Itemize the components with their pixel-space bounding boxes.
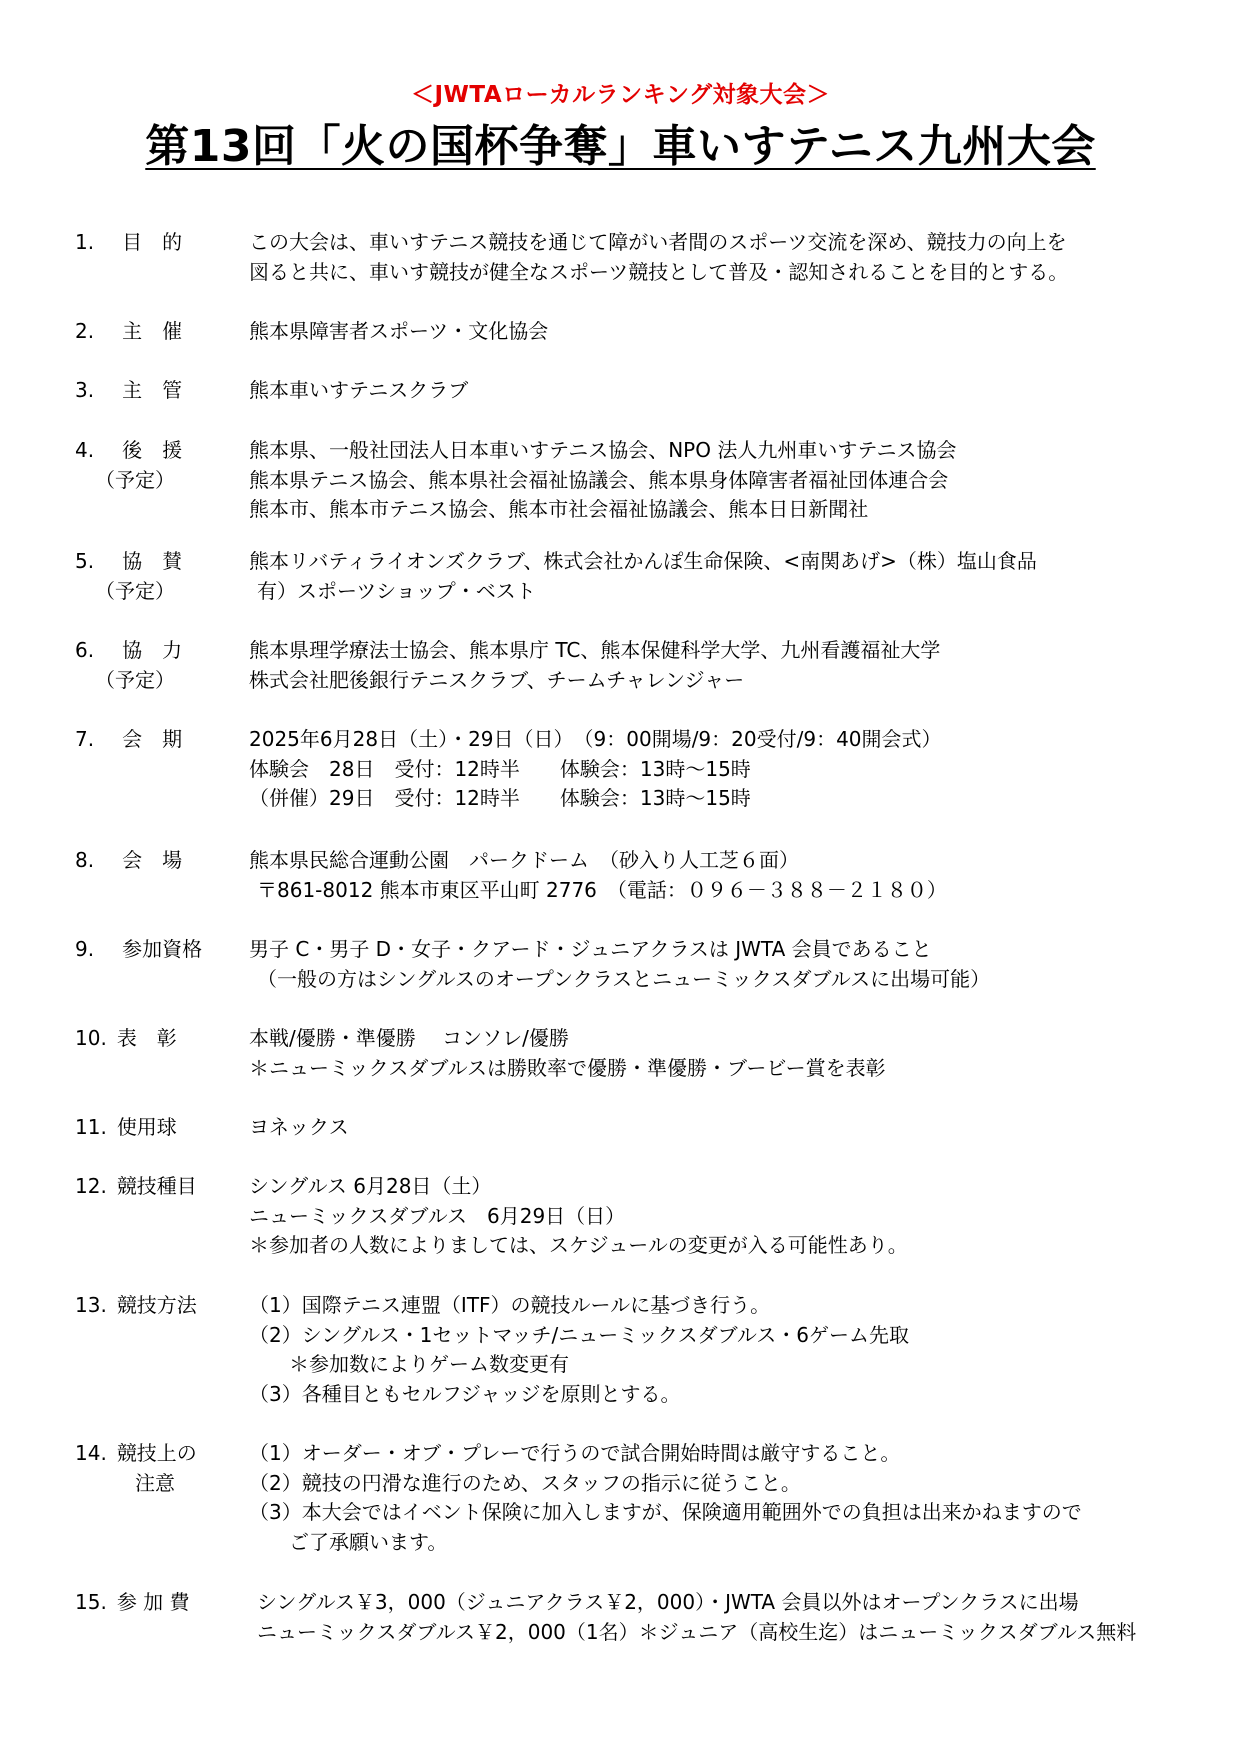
content-line: （1）国際テニス連盟（ITF）の競技ルールに基づき行う。	[249, 1293, 771, 1317]
item-number-label	[75, 846, 245, 876]
item-number: 2.	[75, 319, 95, 343]
item-label	[75, 1291, 245, 1321]
item-number: 12.	[75, 1174, 107, 1198]
item-number-label	[75, 317, 245, 347]
item-label	[75, 1024, 245, 1054]
item-content	[249, 1172, 1179, 1261]
content-line: ＊参加者の人数によりましては、スケジュールの変更が入る可能性あり。	[249, 1233, 908, 1257]
item-number-label	[75, 436, 245, 466]
item-content	[249, 935, 1179, 994]
item-number: 13.	[75, 1293, 107, 1317]
item-label-text: 参加資格	[122, 937, 203, 961]
item-label	[75, 376, 245, 406]
item-content	[249, 725, 1179, 814]
item-number-label	[75, 1291, 245, 1321]
item-number-label	[75, 1588, 245, 1618]
item-number: 9.	[75, 937, 95, 961]
item-label-continued: 注意	[135, 1470, 175, 1495]
item-number: 5.	[75, 549, 95, 573]
item-number-label	[75, 1024, 245, 1054]
item-content	[249, 436, 1179, 525]
content-line: 熊本県テニス協会、熊本県社会福祉協議会、熊本県身体障害者福祉団体連合会	[249, 467, 949, 492]
content-line: 熊本県民総合運動公園 パークドーム （砂入り人工芝６面）	[249, 848, 799, 872]
content-line: （1）オーダー・オブ・プレーで行うので試合開始時間は厳守すること。	[249, 1441, 901, 1465]
content-line: ニューミックスダブルス￥2，000（1名）＊ジュニア（高校生迄）はニューミックスダブルス無料	[257, 1619, 1137, 1644]
content-line: シングルス 6月28日（土）	[249, 1174, 492, 1198]
content-line: 熊本車いすテニスクラブ	[249, 378, 469, 402]
content-line: 〒861-8012 熊本市東区平山町 2776 （電話：０９６－３８８－２１８０）	[257, 877, 947, 902]
content-line: この大会は、車いすテニス競技を通じて障がい者間のスポーツ交流を深め、競技力の向上を	[249, 230, 1067, 254]
ranking-subtitle: ＜JWTAローカルランキング対象大会＞	[411, 82, 830, 108]
item-number-label	[75, 935, 245, 965]
item-label	[75, 1588, 245, 1618]
item-content	[249, 636, 1179, 695]
item-label	[75, 636, 245, 695]
item-content	[249, 376, 1179, 406]
item-label	[75, 547, 245, 606]
item-number-label	[75, 1439, 245, 1469]
item-number: 7.	[75, 727, 95, 751]
item-label-text: 競技方法	[116, 1293, 197, 1317]
item-number-label	[75, 1172, 245, 1202]
item-number-label	[75, 547, 245, 577]
item-label-text: 競技種目	[116, 1174, 197, 1198]
content-line: 2025年6月28日（土）・29日（日） （9：00開場/9：20受付/9：40開会式）	[249, 727, 942, 751]
item-label	[75, 228, 245, 258]
content-line: （2）競技の円滑な進行のため、スタッフの指示に従うこと。	[249, 1470, 801, 1495]
item-label-text: 目 的	[122, 230, 183, 254]
content-line: （3）各種目ともセルフジャッジを原則とする。	[249, 1381, 681, 1406]
item-content	[249, 1024, 1179, 1083]
content-line: 図ると共に、車いす競技が健全なスポーツ競技として普及・認知されることを目的とする。	[249, 259, 1069, 284]
item-number-label	[75, 636, 245, 666]
item-number: 4.	[75, 438, 95, 462]
content-line: 熊本リバティライオンズクラブ、株式会社かんぽ生命保険、<南関あげ>（株）塩山食品	[249, 549, 1037, 573]
item-number: 3.	[75, 378, 95, 402]
item-number: 10.	[75, 1026, 107, 1050]
content-line: 株式会社肥後銀行テニスクラブ、チームチャレンジャー	[249, 667, 745, 692]
item-number: 6.	[75, 638, 95, 662]
item-label-text: 協 賛	[122, 549, 183, 573]
content-line: 男子 C・男子 D・女子・クアード・ジュニアクラスは JWTA 会員であること	[249, 937, 932, 961]
item-number-label	[75, 376, 245, 406]
item-label-text: 後 援	[122, 438, 183, 462]
content-line: （3）本大会ではイベント保険に加入しますが、保険適用範囲外での負担は出来かねますので	[249, 1500, 1082, 1524]
content-line: ＊参加数によりゲーム数変更有	[249, 1352, 569, 1376]
item-number: 1.	[75, 230, 95, 254]
content-line: （一般の方はシングルスのオープンクラスとニューミックスダブルスに出場可能）	[257, 966, 991, 991]
item-content	[249, 547, 1179, 606]
item-label-note: （予定）	[95, 578, 175, 603]
item-label-text: 表 彰	[116, 1026, 177, 1050]
item-label	[75, 935, 245, 965]
item-number: 11.	[75, 1115, 107, 1139]
content-line: シングルス￥3，000（ジュニアクラス￥2，000）・JWTA 会員以外はオープンクラスに出場	[257, 1590, 1079, 1614]
item-label	[75, 1172, 245, 1202]
content-line: 有）スポーツショップ・ベスト	[257, 578, 536, 603]
item-content	[249, 228, 1179, 287]
item-label	[75, 1439, 245, 1498]
content-line: （2）シングルス・1セットマッチ/ニューミックスダブルス・6ゲーム先取	[249, 1322, 910, 1347]
content-line: 熊本市、熊本市テニス協会、熊本市社会福祉協議会、熊本日日新聞社	[249, 497, 869, 521]
title-text: 第13回「火の国杯争奪」車いすテニス九州大会	[145, 121, 1096, 172]
content-line: 熊本県、一般社団法人日本車いすテニス協会、NPO 法人九州車いすテニス協会	[249, 438, 957, 462]
content-line: 熊本県理学療法士協会、熊本県庁 TC、熊本保健科学大学、九州看護福祉大学	[249, 638, 941, 662]
item-label	[75, 725, 245, 755]
item-label-text: 協 力	[122, 638, 183, 662]
item-label	[75, 1113, 245, 1143]
item-content	[249, 1113, 1179, 1143]
item-label-note: （予定）	[95, 467, 175, 492]
item-label-text: 主 催	[122, 319, 183, 343]
item-number: 15.	[75, 1590, 107, 1614]
item-label	[75, 436, 245, 495]
item-content	[249, 846, 1179, 905]
item-number-label	[75, 725, 245, 755]
item-content	[249, 317, 1179, 347]
item-content	[249, 1588, 1179, 1647]
content-line: 本戦/優勝・準優勝 コンソレ/優勝	[249, 1026, 569, 1050]
item-content	[249, 1291, 1179, 1409]
content-line: 熊本県障害者スポーツ・文化協会	[249, 319, 549, 343]
item-label-text: 会 場	[122, 848, 183, 872]
item-label-note: （予定）	[95, 667, 175, 692]
item-label	[75, 317, 245, 347]
item-label-text: 参 加 費	[116, 1590, 190, 1614]
item-content	[249, 1439, 1179, 1557]
item-number-label	[75, 1113, 245, 1143]
item-number: 8.	[75, 848, 95, 872]
item-number-label	[75, 228, 245, 258]
item-label-text: 会 期	[122, 727, 183, 751]
content-line: （併催）29日 受付：12時半 体験会：13時～15時	[249, 786, 751, 810]
content-line: ＊ニューミックスダブルスは勝敗率で優勝・準優勝・ブービー賞を表彰	[249, 1055, 886, 1080]
item-label-text: 使用球	[116, 1115, 177, 1139]
content-line: ニューミックスダブルス 6月29日（日）	[249, 1203, 626, 1228]
content-line: ヨネックス	[249, 1115, 349, 1139]
content-line: ご了承願います。	[249, 1529, 448, 1554]
item-number: 14.	[75, 1441, 107, 1465]
item-label-text: 主 管	[122, 378, 183, 402]
content-line: 体験会 28日 受付：12時半 体験会：13時～15時	[249, 756, 751, 781]
item-label-text: 競技上の	[116, 1441, 197, 1465]
page-title	[0, 118, 1241, 176]
item-label	[75, 846, 245, 876]
